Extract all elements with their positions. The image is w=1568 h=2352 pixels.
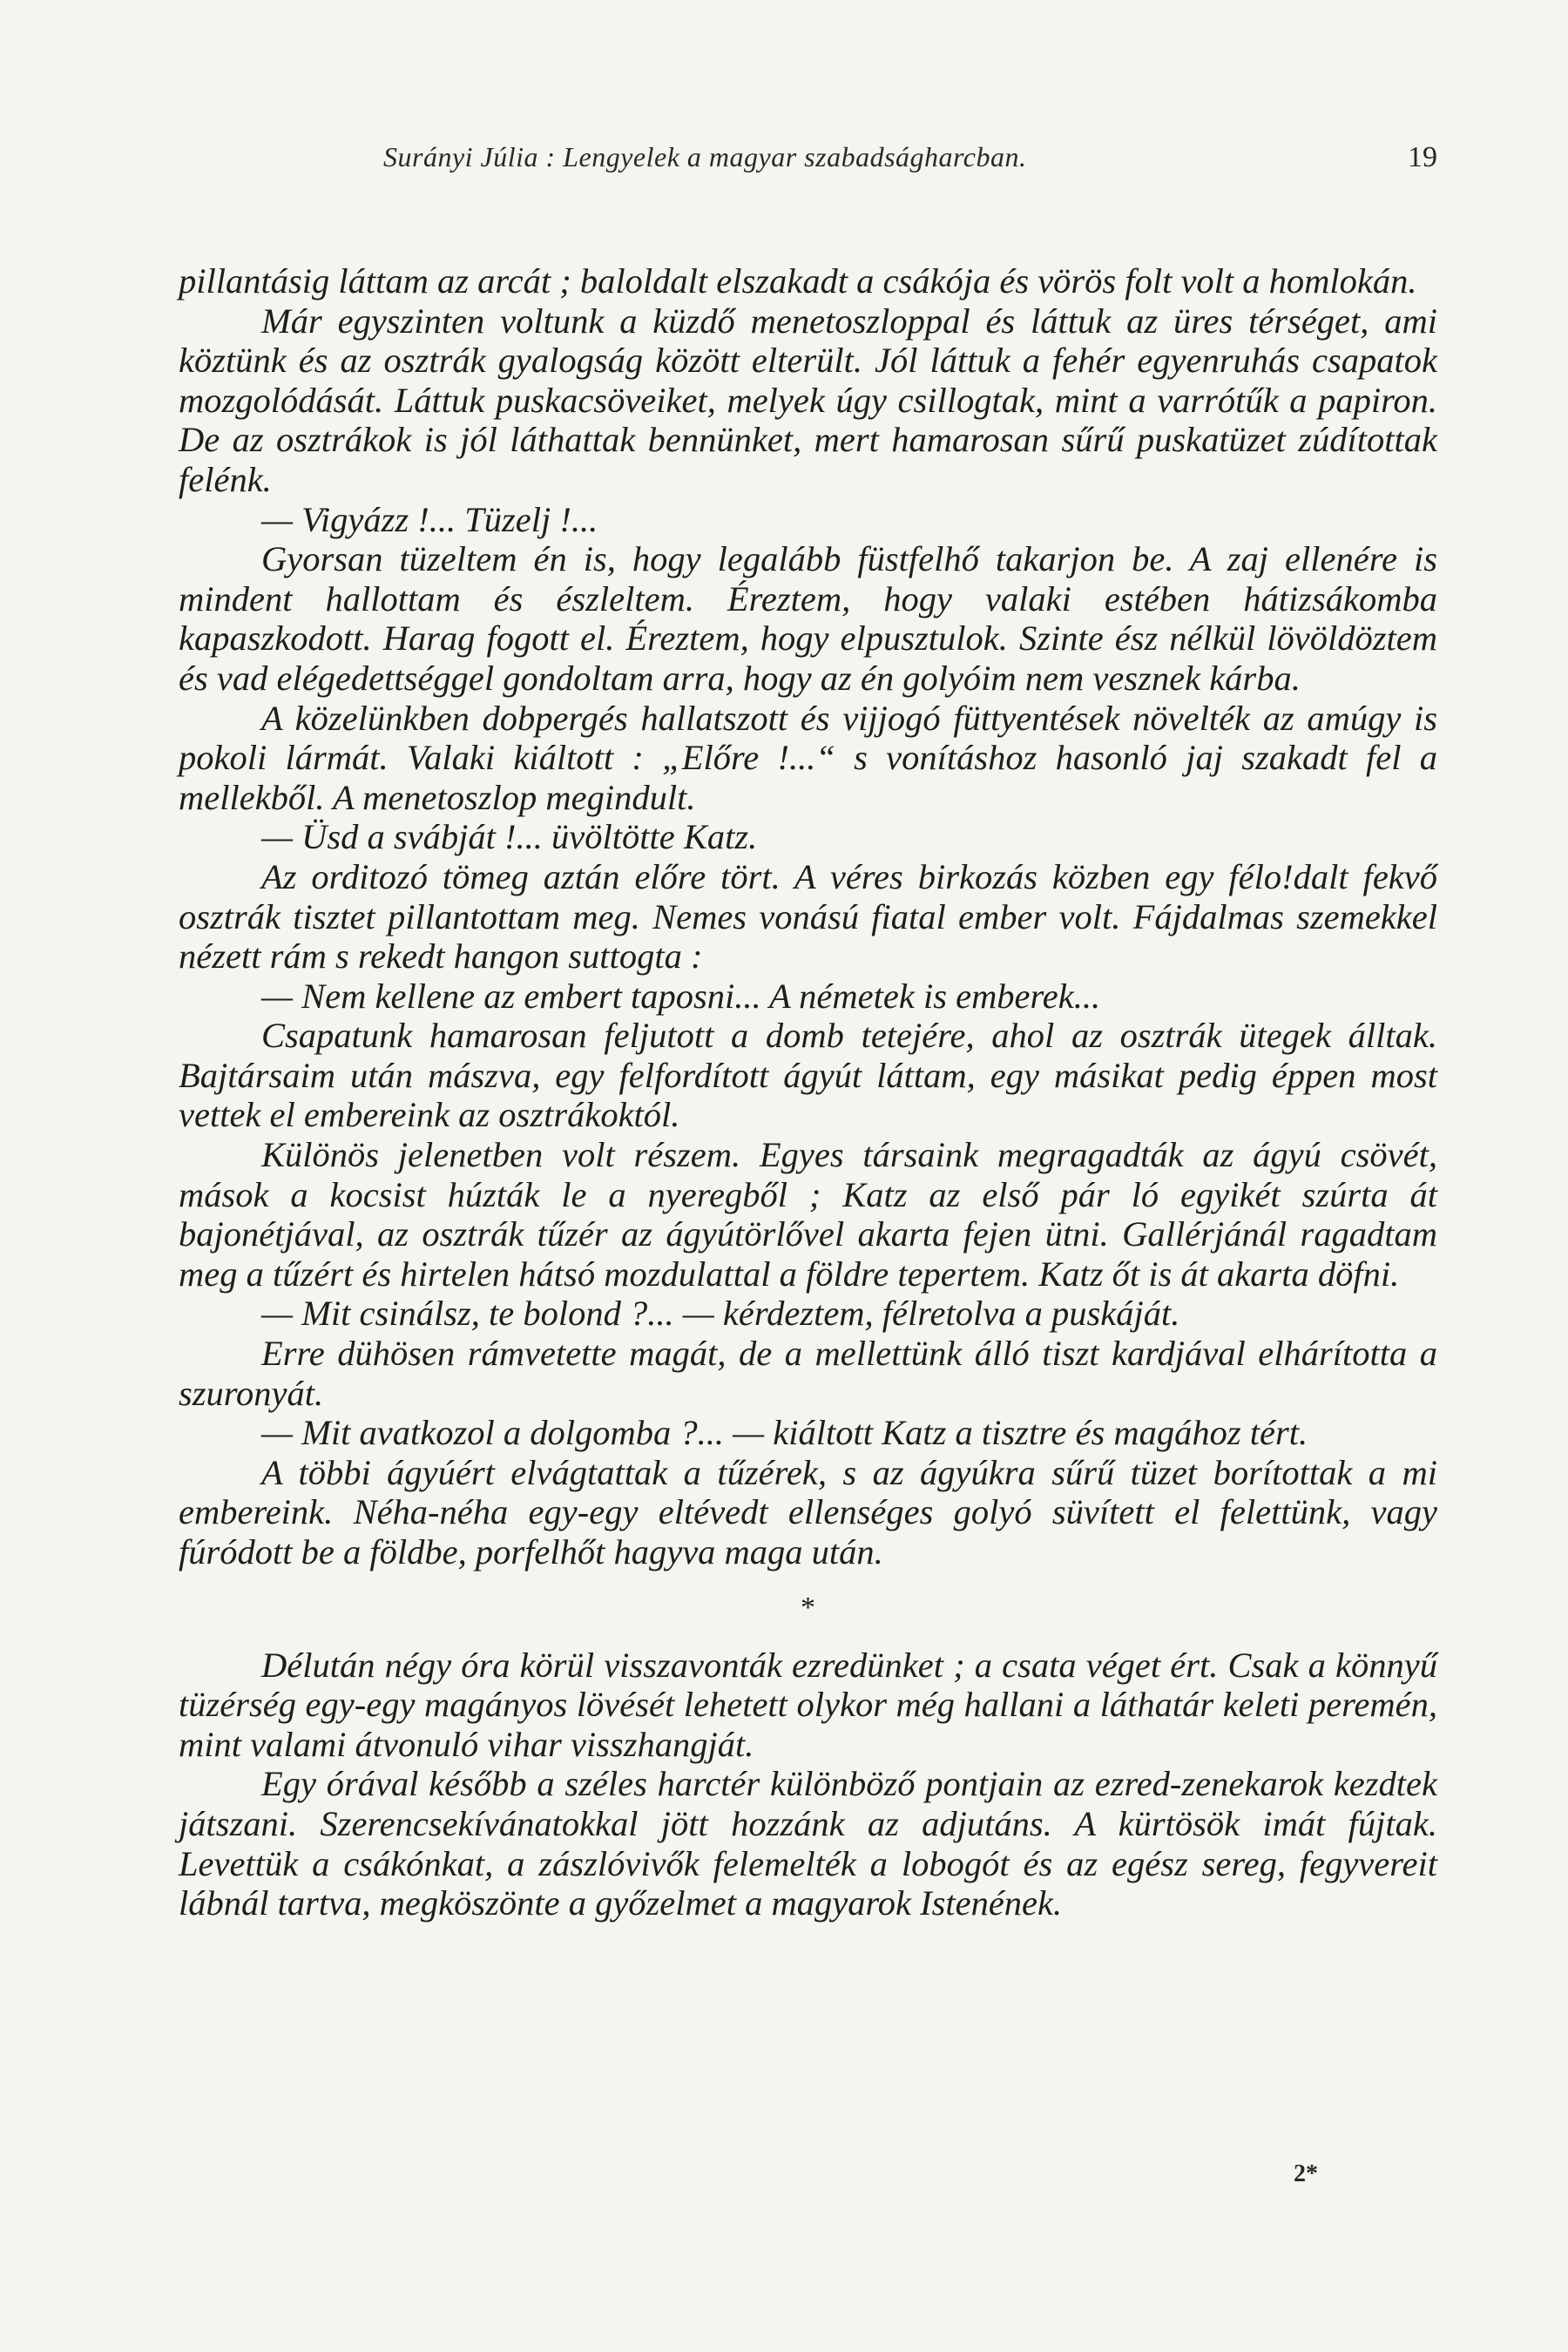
body-text: [179, 261, 1437, 1923]
paragraph: — Nem kellene az embert taposni... A németek is emberek...: [261, 976, 1101, 1016]
paragraph: pillantásig láttam az arcát ; baloldalt elszakadt a csákója és vörös folt volt a homlokán.: [179, 261, 1417, 301]
paragraph: — Mit avatkozol a dolgomba ?... — kiáltott Katz a tisztre és magához tért.: [261, 1413, 1308, 1453]
paragraph: A közelünkben dobpergés hallatszott és vijjogó füttyentések növelték az amúgy is pokoli lármát. Valaki kiáltott : „Előre !...“ s vonításhoz hasonló jaj szakadt fel a mellekből. A menetoszlop megindult.: [179, 698, 1437, 817]
paragraph: — Mit csinálsz, te bolond ?... — kérdeztem, félretolva a puskáját.: [261, 1294, 1180, 1334]
running-title: Surányi Júlia : Lengyelek a magyar szabadságharcban.: [383, 141, 1027, 172]
paragraph: Az orditozó tömeg aztán előre tört. A véres birkozás közben egy félo!dalt fekvő osztrák tisztet pillantottam meg. Nemes vonású fiatal ember volt. Fájdalmas szemekkel nézett rám s rekedt hangon suttogta :: [179, 856, 1437, 977]
section-break-asterisk: *: [801, 1591, 815, 1624]
signature-mark: 2*: [1294, 2160, 1318, 2187]
running-head: [183, 141, 1437, 179]
page-number: 19: [1408, 141, 1437, 173]
paragraph: Már egyszinten voltunk a küzdő menetoszloppal és láttuk az üres térséget, ami köztünk és az osztrák gyalogság között elterült. Jól láttuk a fehér egyenruhás csapatok mozgolódását. Láttuk puskacsöveiket, melyek úgy csillogtak, mint a varrótűk a papiron. De az osztrákok is jól láthattak bennünket, mert hamarosan sűrű puskatüzet zúdítottak felénk.: [179, 301, 1437, 499]
paragraph: Egy órával később a széles harctér különböző pontjain az ezred-zenekarok kezdtek játszani. Szerencsekívánatokkal jött hozzánk az adjutáns. A kürtösök imát fújtak. Levettük a csákónkat, a zászlóvivők felemelték a lobogót és az egész sereg, fegyvereit lábnál tartva, megköszönte a győzelmet a magyarok Istenének.: [179, 1764, 1437, 1923]
paragraph: Délután négy óra körül visszavonták ezredünket ; a csata véget ért. Csak a könnyű tüzérség egy-egy magányos lövését lehetett olykor még hallani a láthatár keleti peremén, mint valami átvonuló vihar visszhangját.: [179, 1645, 1437, 1764]
paragraph: Gyorsan tüzeltem én is, hogy legalább füstfelhő takarjon be. A zaj ellenére is mindent hallottam és észleltem. Éreztem, hogy valaki estében hátizsákomba kapaszkodott. Harag fogott el. Éreztem, hogy elpusztulok. Szinte ész nélkül lövöldöztem és vad elégedettséggel gondoltam arra, hogy az én golyóim nem vesznek kárba.: [179, 539, 1437, 698]
paragraph: Erre dühösen rámvetette magát, de a mellettünk álló tiszt kardjával elhárította a szuronyát.: [179, 1334, 1437, 1413]
paragraph: A többi ágyúért elvágtattak a tűzérek, s az ágyúkra sűrű tüzet borítottak a mi embereink. Néha-néha egy-egy eltévedt ellenséges golyó süvített el felettünk, vagy fúródott be a földbe, porfelhőt hagyva maga után.: [179, 1452, 1437, 1571]
paragraph: Csapatunk hamarosan feljutott a domb tetejére, ahol az osztrák ütegek álltak. Bajtársaim után mászva, egy felfordított ágyút láttam, egy másikat pedig éppen most vettek el embereink az osztrákoktól.: [179, 1016, 1437, 1135]
paragraph: — Üsd a svábját !... üvöltötte Katz.: [261, 817, 758, 857]
paragraph: — Vigyázz !... Tüzelj !...: [261, 499, 598, 539]
paragraph: Különös jelenetben volt részem. Egyes társaink megragadták az ágyú csövét, mások a kocsist húzták le a nyeregből ; Katz az első pár ló egyikét szúrta át bajonétjával, az osztrák tűzér az ágyútörlővel akarta fejen ütni. Gallérjánál ragadtam meg a tűzért és hirtelen hátsó mozdulattal a földre tepertem. Katz őt is át akarta döfni.: [179, 1135, 1437, 1294]
